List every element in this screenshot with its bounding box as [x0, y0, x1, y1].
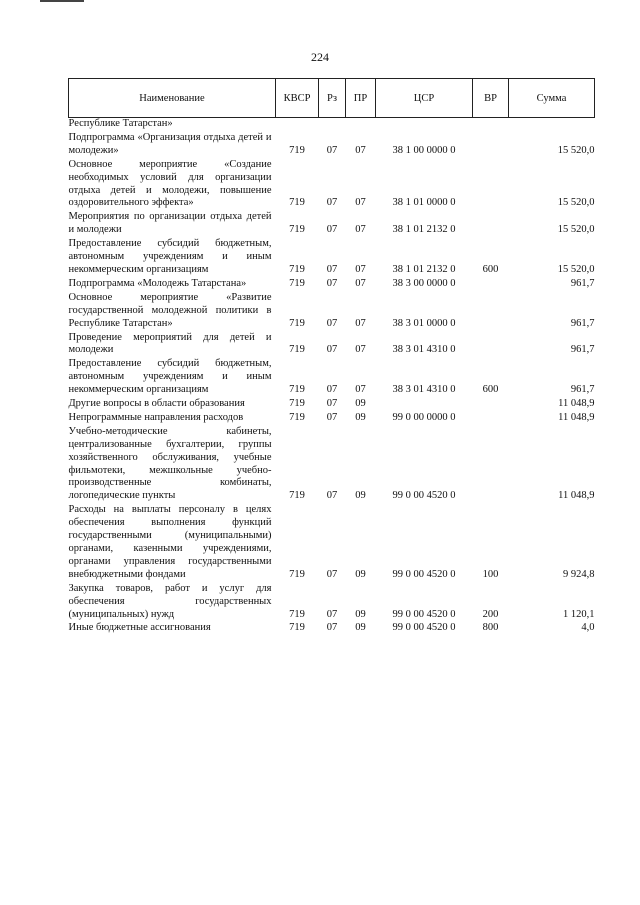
cell-csr: 38 3 00 0000 0 — [392, 277, 456, 289]
cell-kvsr: 719 — [289, 144, 305, 156]
cell-vr — [473, 426, 509, 504]
table-row — [69, 118, 595, 132]
cell-name: Проведение мероприятий для детей и молодежи — [68, 331, 272, 356]
cell-vr: 600 — [482, 384, 499, 396]
table-row — [69, 159, 595, 212]
cell-kvsr: 719 — [289, 411, 305, 423]
cell-sum: 11 048,9 — [558, 490, 595, 502]
cell-csr: 99 0 00 4520 0 — [392, 608, 456, 620]
cell-rz: 07 — [326, 384, 338, 396]
cell-sum: 961,7 — [570, 317, 595, 329]
cell-vr — [473, 159, 509, 212]
header-vr: ВР — [473, 79, 509, 118]
table-row — [69, 238, 595, 278]
cell-pr: 07 — [355, 277, 366, 289]
header-rz: Рз — [319, 79, 346, 118]
cell-pr: 07 — [355, 317, 366, 329]
cell-rz: 07 — [326, 568, 338, 580]
cell-csr: 38 1 01 2132 0 — [392, 263, 456, 275]
table-row — [69, 583, 595, 623]
cell-rz: 07 — [326, 622, 338, 634]
cell-rz: 07 — [326, 344, 338, 356]
cell-sum: 15 520,0 — [557, 263, 595, 275]
table-row — [69, 398, 595, 412]
cell-vr — [473, 332, 509, 359]
cell-rz — [319, 118, 346, 132]
cell-vr — [473, 412, 509, 426]
cell-csr: 38 3 01 4310 0 — [392, 344, 456, 356]
cell-sum: 11 048,9 — [558, 411, 595, 423]
header-pr: ПР — [346, 79, 376, 118]
cell-pr: 07 — [355, 224, 366, 236]
cell-kvsr: 719 — [289, 263, 305, 275]
cell-sum: 4,0 — [581, 622, 595, 634]
cell-csr: 38 3 01 0000 0 — [392, 317, 456, 329]
cell-vr — [473, 292, 509, 332]
cell-vr — [473, 132, 509, 159]
cell-pr: 09 — [355, 398, 366, 410]
cell-rz: 07 — [326, 277, 338, 289]
cell-vr: 600 — [482, 263, 499, 275]
cell-rz: 07 — [326, 197, 338, 209]
cell-kvsr: 719 — [289, 568, 305, 580]
table-row — [69, 211, 595, 238]
cell-csr — [376, 398, 473, 412]
cell-pr: 09 — [355, 490, 366, 502]
cell-kvsr: 719 — [289, 398, 305, 410]
cell-name: Подпрограмма «Молодежь Татарстана» — [68, 277, 247, 289]
cell-sum: 961,7 — [570, 344, 595, 356]
cell-name: Закупка товаров, работ и услуг для обеспечения государственных (муниципальных) нужд — [68, 582, 272, 620]
cell-name: Республике Татарстан» — [68, 118, 173, 129]
cell-rz: 07 — [326, 224, 338, 236]
cell-pr: 07 — [355, 197, 366, 209]
cell-sum: 961,7 — [570, 277, 595, 289]
cell-vr — [473, 211, 509, 238]
budget-table — [68, 78, 595, 636]
cell-name: Учебно-методические кабинеты, централизованные бухгалтерии, группы хозяйственного обслуживания, учебные фильмотеки, межшкольные учебно-производственные комбинаты, логопедические пункты — [68, 425, 272, 502]
cell-kvsr: 719 — [289, 197, 305, 209]
cell-csr: 99 0 00 0000 0 — [392, 411, 456, 423]
cell-name: Основное мероприятие «Развитие государственной молодежной политики в Республике Татарстан» — [68, 291, 272, 329]
cell-csr — [376, 118, 473, 132]
header-name: Наименование — [69, 79, 276, 118]
table-row — [69, 358, 595, 398]
cell-rz: 07 — [326, 317, 338, 329]
header-sum: Сумма — [509, 79, 595, 118]
cell-rz: 07 — [326, 411, 338, 423]
cell-pr: 09 — [355, 411, 366, 423]
cell-csr: 99 0 00 4520 0 — [392, 568, 456, 580]
cell-kvsr: 719 — [289, 622, 305, 634]
cell-kvsr — [276, 118, 319, 132]
cell-vr: 100 — [482, 568, 499, 580]
cell-pr: 09 — [355, 568, 366, 580]
table-row — [69, 278, 595, 292]
cell-name: Предоставление субсидий бюджетным, автономным учреждениям и иным некоммерческим организациям — [68, 358, 272, 396]
header-csr: ЦСР — [376, 79, 473, 118]
cell-csr: 38 3 01 4310 0 — [392, 384, 456, 396]
cell-kvsr: 719 — [289, 608, 305, 620]
table-row — [69, 412, 595, 426]
table-row — [69, 132, 595, 159]
corner-mark — [40, 0, 84, 2]
table-row — [69, 292, 595, 332]
cell-rz: 07 — [326, 263, 338, 275]
cell-name: Основное мероприятие «Создание необходимых условий для организации отдыха детей и молодежи, повышение оздоровительного эффекта» — [68, 158, 272, 209]
table-row — [69, 504, 595, 582]
table-row — [69, 426, 595, 504]
cell-csr: 99 0 00 4520 0 — [392, 490, 456, 502]
cell-vr — [473, 278, 509, 292]
cell-vr — [473, 118, 509, 132]
cell-name: Расходы на выплаты персоналу в целях обеспечения выполнения функций государственными (муниципальными) органами, казенными учреждениями, органами управления государственными внебюджетными фондами — [68, 504, 272, 580]
table-row — [69, 332, 595, 359]
cell-name: Непрограммные направления расходов — [68, 411, 244, 423]
cell-kvsr: 719 — [289, 344, 305, 356]
cell-sum: 9 924,8 — [563, 568, 595, 580]
cell-csr: 99 0 00 4520 0 — [392, 622, 456, 634]
cell-sum: 15 520,0 — [557, 224, 595, 236]
cell-kvsr: 719 — [289, 384, 305, 396]
cell-sum: 15 520,0 — [557, 144, 595, 156]
cell-rz: 07 — [326, 608, 338, 620]
cell-pr: 07 — [355, 144, 366, 156]
cell-csr: 38 1 00 0000 0 — [392, 144, 456, 156]
cell-pr — [346, 118, 376, 132]
cell-rz: 07 — [326, 490, 338, 502]
cell-kvsr: 719 — [289, 490, 305, 502]
cell-rz: 07 — [326, 144, 338, 156]
cell-kvsr: 719 — [289, 317, 305, 329]
cell-sum: 15 520,0 — [557, 197, 595, 209]
cell-name: Другие вопросы в области образования — [68, 398, 245, 410]
cell-pr: 09 — [355, 608, 366, 620]
cell-pr: 07 — [355, 344, 366, 356]
page-number: 224 — [311, 50, 329, 64]
cell-csr: 38 1 01 0000 0 — [392, 197, 456, 209]
cell-name: Предоставление субсидий бюджетным, автономным учреждениям и иным некоммерческим организациям — [68, 238, 272, 275]
cell-vr — [473, 398, 509, 412]
cell-pr: 09 — [355, 622, 366, 634]
cell-sum — [509, 118, 595, 132]
cell-kvsr: 719 — [289, 277, 305, 289]
table-body — [69, 118, 595, 637]
cell-name: Подпрограмма «Организация отдыха детей и молодежи» — [68, 131, 272, 156]
cell-vr: 800 — [482, 622, 499, 634]
cell-pr: 07 — [355, 263, 366, 275]
cell-rz: 07 — [326, 398, 338, 410]
cell-csr: 38 1 01 2132 0 — [392, 224, 456, 236]
cell-sum: 11 048,9 — [558, 398, 595, 410]
cell-name: Иные бюджетные ассигнования — [68, 622, 211, 634]
table-header-row — [69, 79, 595, 118]
header-kvsr: КВСР — [276, 79, 319, 118]
cell-sum: 961,7 — [570, 384, 595, 396]
table-row — [69, 622, 595, 636]
cell-name: Мероприятия по организации отдыха детей и молодежи — [68, 211, 272, 236]
cell-vr: 200 — [482, 608, 499, 620]
cell-sum: 1 120,1 — [563, 608, 595, 620]
cell-pr: 07 — [355, 384, 366, 396]
cell-kvsr: 719 — [289, 224, 305, 236]
